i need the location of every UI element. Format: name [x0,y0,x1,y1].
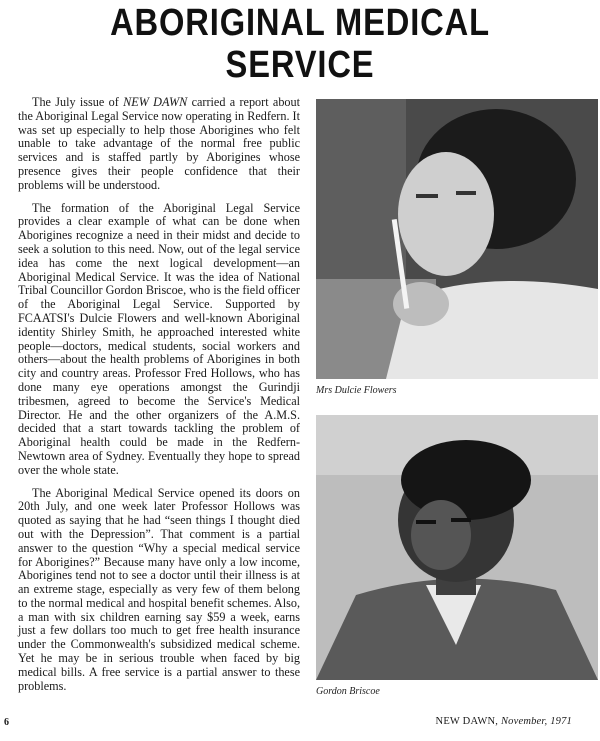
caption-dulcie-flowers: Mrs Dulcie Flowers [316,385,397,396]
paragraph-3: The Aboriginal Medical Service opened its doors on 20th July, and one week later Professor Hollows was quoted as saying that he had “seen things I thought died out with the Depression”. That comment is a partial answer to the question “Why a special medical service for Aborigines?” Because many have only a low income, Aborigines tend not to see a doctor until their illness is at an extreme stage, especially as very few of them belong to the normal medical and hospital benefit schemes. Also, a man with six children earning say $59 a week, earns just a few dollars too much to get free health insurance under the Commonwealth's subsidized medical scheme. Yet he may be in serious trouble when faced by big medical bills. A free service is a partial answer to these problems. [18,485,300,693]
running-footer [436,716,572,727]
caption-gordon-briscoe: Gordon Briscoe [316,686,380,697]
photo-dulcie-flowers [316,99,598,379]
footer-publication: NEW DAWN, [435,716,499,727]
footer-date: November, 1971 [500,716,572,727]
paragraph-2: The formation of the Aboriginal Legal Service provides a clear example of what can be done when Aborigines recognize a need in their midst and decide to seek a solution to this need. Now, out of the legal service idea has come the next logical development—an Aboriginal Medical Service. It was the idea of National Tribal Councillor Gordon Briscoe, who is the field officer of the Aboriginal Legal Service. Supported by FCAATSI's Dulcie Flowers and well-known Aboriginal identity Shirley Smith, he approached interested white people—doctors, medical students, social workers and others—about the health problems of Aborigines in both city and country areas. Professor Fred Hollows, who has done many eye operations amongst the Gurindji tribesmen, agreed to become the Service's Medical Director. He and the other organizers of the A.M.S. decided that a start towards tackling the problem of Aboriginal health could be made in the Redfern-Newtown area of Sydney. Eventually they hope to spread over the whole state. [18,200,300,477]
page-number: 6 [4,717,9,728]
paragraph-1: The July issue of NEW DAWN carried a report about the Aboriginal Legal Service now operating in Redfern. It was set up especially to help those Aborigines who felt unable to take advantage of the normal free public services and is staffed partly by Aborigines whose presence gives their people confidence that their problems will be understood. [18,95,300,192]
headline: ABORIGINAL MEDICAL SERVICE [110,2,490,86]
photo-gordon-briscoe [316,415,598,680]
article-body [18,96,300,702]
publication-name: NEW DAWN [123,95,188,109]
